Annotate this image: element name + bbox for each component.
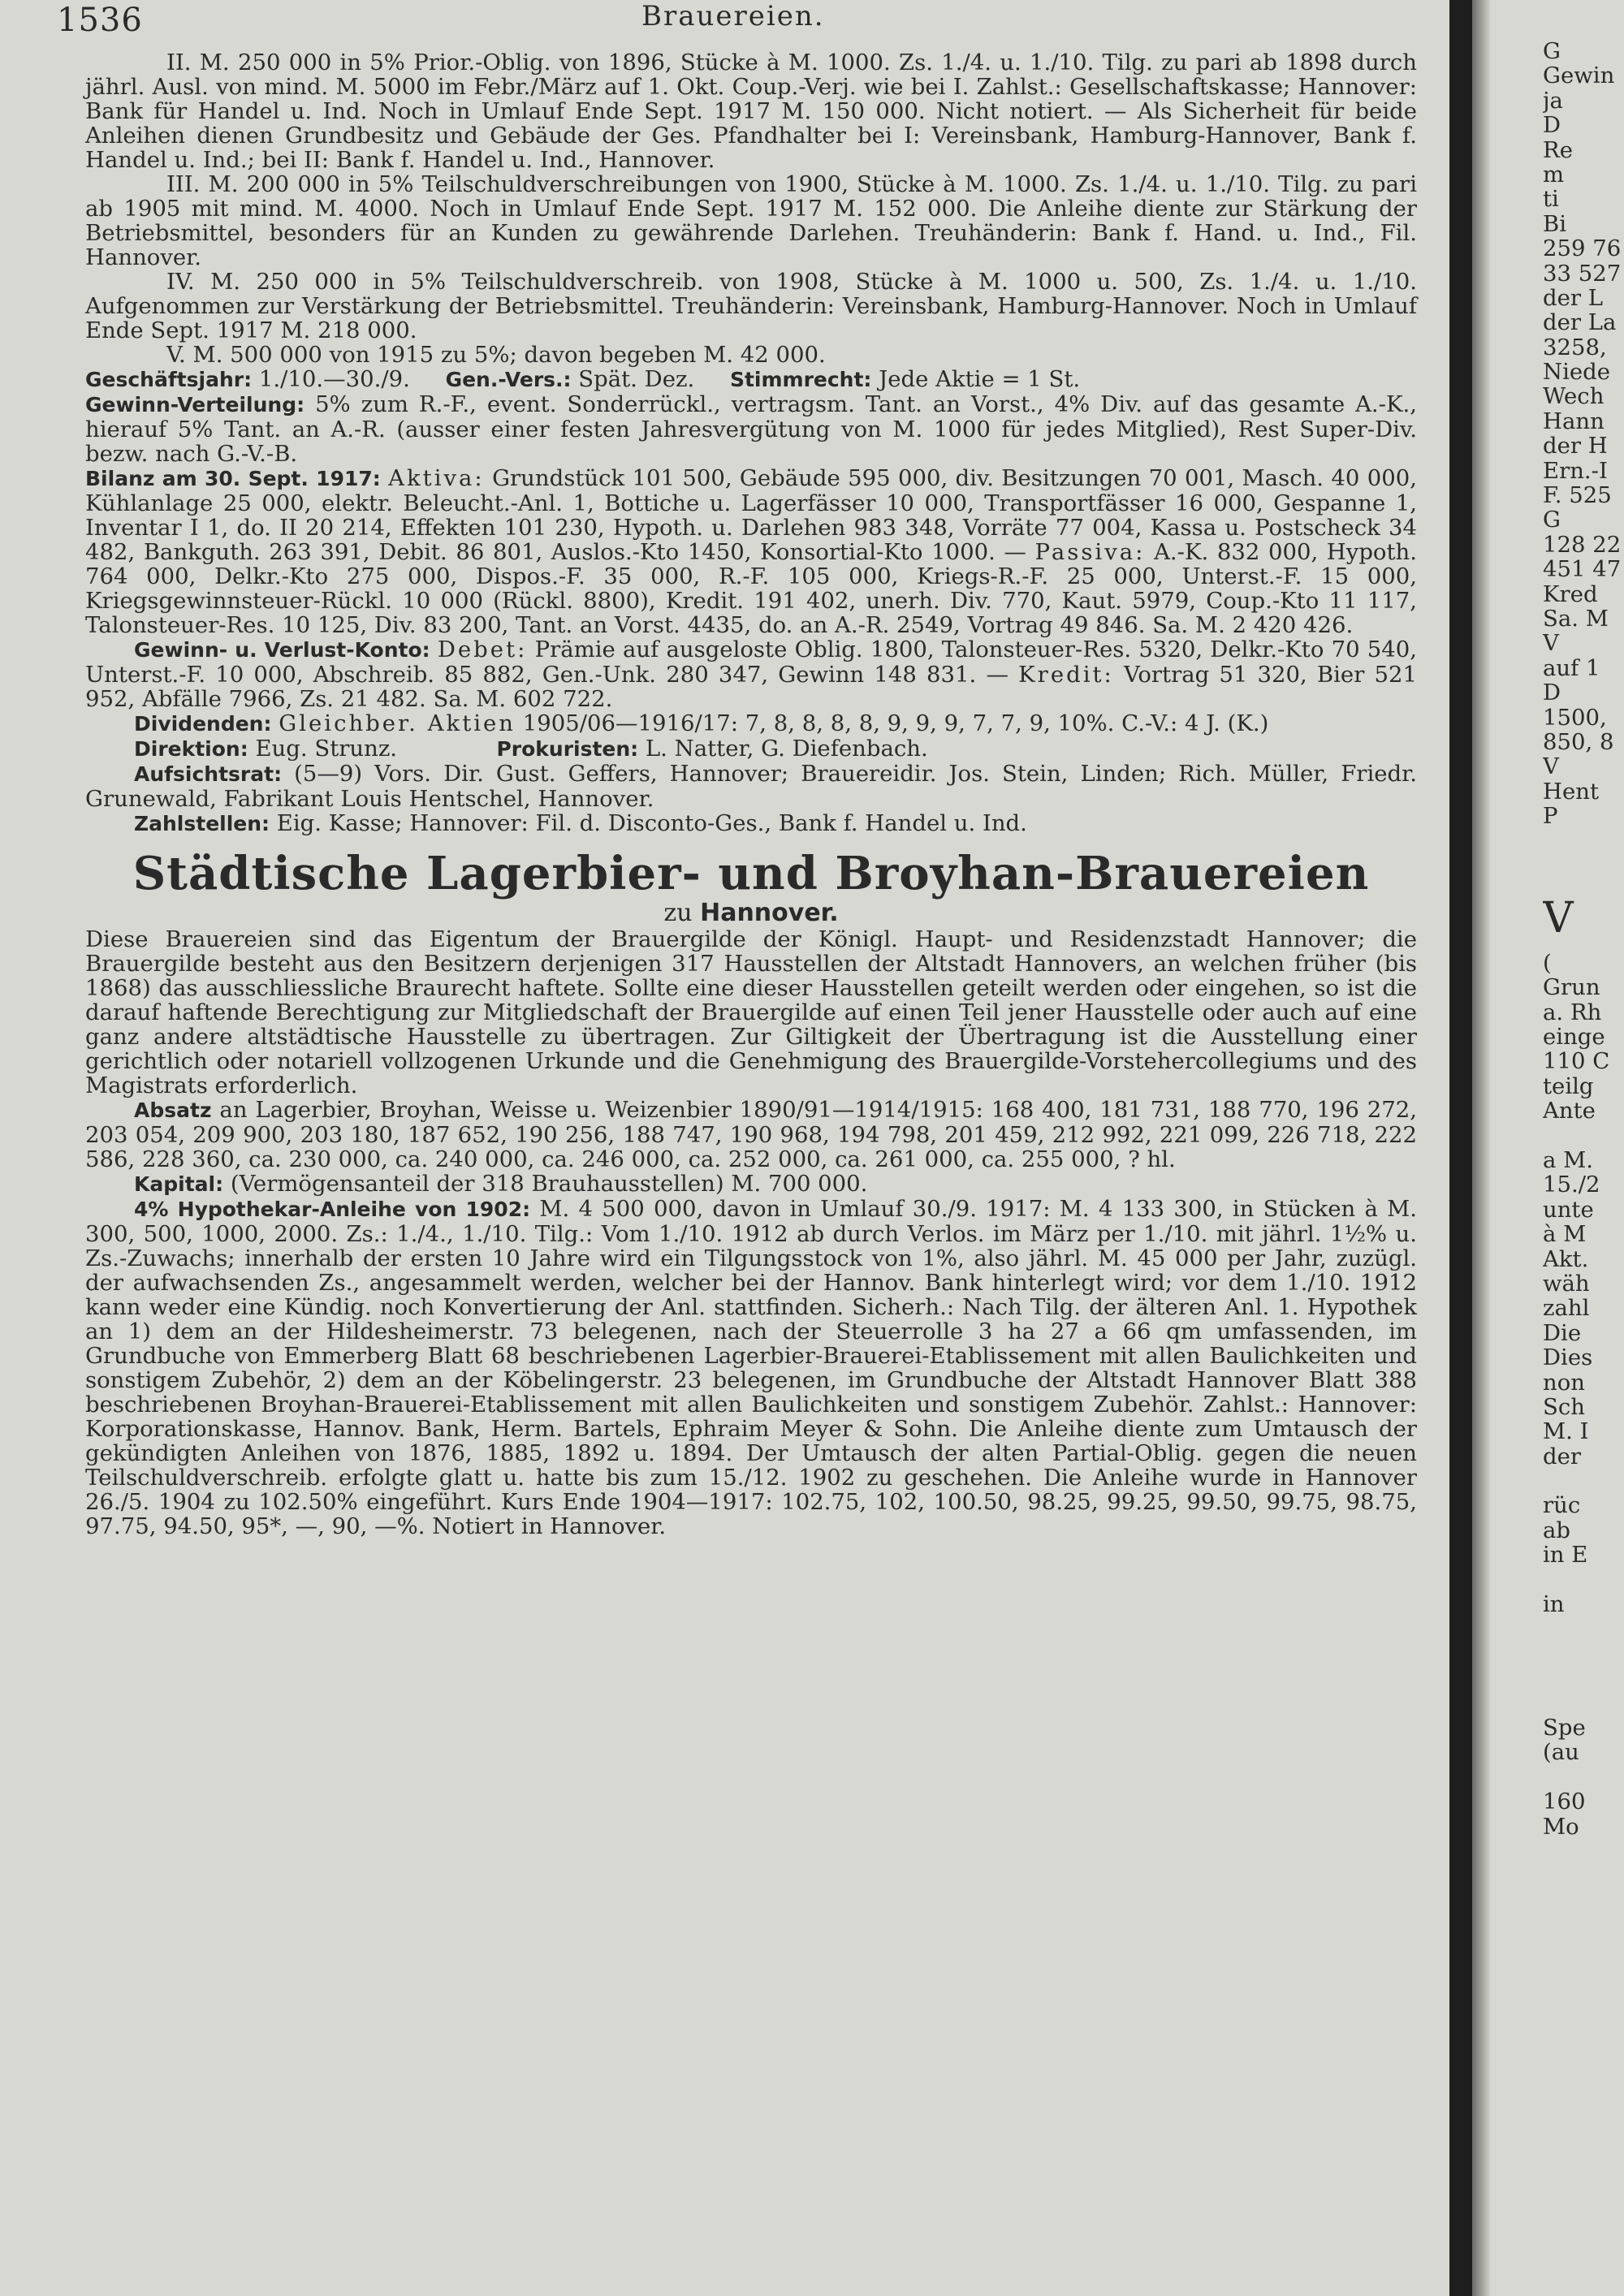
adjacent-line: V [1543,630,1559,657]
adjacent-line: 33 527 [1543,260,1622,287]
adjacent-line: F. 525 [1543,482,1612,509]
bond-iii-paragraph: III. M. 200 000 in 5% Teilschuldverschreibungen von 1900, Stücke à M. 1000. Zs. 1./4. u. 1./10. Tilg. zu pari ab 1905 mit mind. M. 4000. Noch in Umlauf Ende Sept. 1917 M. 152 000. Die Anleihe diente zur Stärkung der Betriebsmittel, besonders für an Kunden zu gewährende Darlehen. Treuhänderin: Bank f. Hand. u. Ind., Fil. Hannover. [85,171,1417,270]
dividenden-text: 1905/06—1916/17: 7, 8, 8, 8, 8, 9, 9, 9, 7, 7, 9, 10%. C.-V.: 4 J. (K.) [522,710,1269,736]
adjacent-line: ( [1543,949,1552,976]
adjacent-line: a. Rh [1543,999,1602,1025]
location-zu: zu [663,899,693,927]
running-header: Brauereien. [641,0,825,32]
guv-paragraph [85,637,1417,711]
adjacent-line: Re [1543,136,1573,163]
adjacent-line: Bi [1543,210,1567,237]
dividenden-spaced: Gleichber. Aktien [279,710,516,736]
bilanz-label: Bilanz am 30. Sept. 1917: [85,467,381,490]
adjacent-line: 1500, [1543,704,1607,731]
company-title: Städtische Lagerbier- und Broyhan-Brauereien [132,847,1370,900]
passiva-text: A.-K. 832 000, Hypoth. 764 000, Delkr.-Kto 275 000, Dispos.-F. 35 000, R.-F. 105 000, Kriegs-R.-F. 25 000, Unterst.-F. 15 000, Kriegsgewinnsteuer-Rückl. 10 000 (Rückl. 8800), Kredit. 191 402, unerh. Div. 770, Kaut. 5979, Coup.-Kto 11 117, Talonsteuer-Res. 10 125, Div. 83 200, Tant. an Vorst. 4435, do. an A.-R. 2549, Vortrag 49 846. Sa. M. 2 420 426. [85,539,1417,638]
aktiva-text: Grundstück 101 500, Gebäude 595 000, div. Besitzungen 70 001, Masch. 40 000, Kühlanlage 25 000, elektr. Beleucht.-Anl. 1, Bottiche u. Lagerfässer 10 000, Transportfässer 16 000, Gespanne 1, Inventar I 1, do. II 20 214, Effekten 101 230, Hypoth. u. Darlehen 983 348, Vorräte 77 004, Kassa u. Postscheck 34 482, Bankguth. 263 391, Debit. 86 801, Auslos.-Kto 1450, Konsortial-Kto 1000. — [85,465,1417,565]
adjacent-line: auf 1 [1543,654,1600,681]
stimmrecht-text: Jede Aktie = 1 St. [879,366,1081,392]
kapital-label: Kapital: [134,1172,224,1196]
adjacent-line [1543,1124,1624,1148]
prokuristen-text: L. Natter, G. Diefenbach. [645,736,928,762]
intro-paragraph: Diese Brauereien sind das Eigentum der Brauergilde der Königl. Haupt- und Residenzstadt Hannover; die Brauergilde besteht aus den Besitzern derjenigen 317 Hausstellen der Altstadt Hannovers, an welchen früher (bis 1868) das ausschliessliche Braurecht haftete. Sollte eine dieser Hausstellen geteilt werden oder eingehen, so ist die darauf haftende Berechtigung zur Mitgliedschaft der Brauergilde auf einen Teil jener Hausstelle oder auch auf eine ganz andere altstädtische Hausstelle zu übertragen. Zur Giltigkeit der Übertragung ist die Ausstellung einer gerichtlich oder notariell vollzogenen Urkunde und die Genehmigung des Brauergilde-Vorstehercollegiums und des Magistrats erforderlich. [85,926,1417,1098]
adjacent-line: G [1543,507,1561,533]
adjacent-line: P [1543,803,1558,830]
adjacent-line: 110 C [1543,1048,1610,1075]
page-number: 1536 [57,2,143,39]
adjacent-line: à M [1543,1221,1587,1248]
adjacent-line [1543,1642,1624,1666]
bond-iv-paragraph: IV. M. 250 000 in 5% Teilschuldverschreib. von 1908, Stücke à M. 1000 u. 500, Zs. 1./4. u. 1./10. Aufgenommen zur Verstärkung der Betriebsmittel. Treuhänderin: Vereinsbank, Hamburg-Hannover. Noch in Umlauf Ende Sept. 1917 M. 218 000. [85,269,1417,343]
adjacent-line: Hent [1543,778,1600,805]
company-location [85,900,1417,927]
direktion-paragraph [85,736,1417,762]
adjacent-line [1543,829,1624,853]
adjacent-line: Sch [1543,1393,1585,1420]
aufsichtsrat-paragraph [85,762,1417,811]
adjacent-line: Hann [1543,408,1605,434]
adjacent-line: Kred [1543,580,1598,607]
meeting-paragraph [85,367,1417,392]
adjacent-line: ab [1543,1517,1570,1543]
adjacent-line: D [1543,680,1561,706]
adjacent-line: rüc [1543,1492,1581,1519]
adjacent-line: Spe [1543,1715,1586,1741]
bilanz-paragraph [85,466,1417,637]
debet-text: Prämie auf ausgeloste Oblig. 1800, Talonsteuer-Res. 5320, Delkr.-Kto 70 540, Unterst.-F. 10 000, Abschreib. 85 882, Gen.-Unk. 280 347, Gewinn 148 831. — [85,637,1418,688]
aufsichtsrat-label: Aufsichtsrat: [134,762,283,786]
adjacent-line [1543,1765,1624,1789]
adjacent-line: unte [1543,1196,1594,1223]
adjacent-line: Akt. [1543,1245,1589,1272]
adjacent-line: 451 47 [1543,556,1622,583]
adjacent-line: Ern.-I [1543,457,1608,484]
adjacent-line: in [1543,1591,1565,1618]
adjacent-line [1543,1691,1624,1716]
aufsichtsrat-text: (5—9) Vors. Dir. Gust. Geffers, Hannover; Brauereidir. Jos. Stein, Linden; Rich. Müller, Friedr. Grunewald, Fabrikant Louis Hentschel, Hannover. [85,761,1417,812]
adjacent-line: 259 76 [1543,235,1622,262]
adjacent-line: ja [1543,87,1563,114]
absatz-label: Absatz [134,1098,212,1122]
adjacent-line [1543,1666,1624,1690]
adjacent-line: m [1543,161,1565,188]
adjacent-line: non [1543,1369,1585,1396]
adjacent-line: 15./2 [1543,1172,1600,1198]
adjacent-line: V [1543,893,1574,943]
adjacent-line: Grun [1543,974,1600,1001]
bond-v-paragraph: V. M. 500 000 von 1915 zu 5%; davon begeben M. 42 000. [166,342,826,368]
stimmrecht-label: Stimmrecht: [729,368,872,391]
gutter-shadow [1472,0,1490,2296]
adjacent-line: Gewin [1543,63,1615,89]
hypothek-label: 4% Hypothekar-Anleihe von 1902: [134,1198,531,1221]
adjacent-line: zahl [1543,1295,1590,1322]
adjacent-line [1543,1568,1624,1592]
adjacent-line: Dies [1543,1344,1593,1371]
direktion-label: Direktion: [134,737,248,761]
main-column [85,50,1417,1539]
genvers-text: Spät. Dez. [578,366,695,392]
adjacent-line: 850, 8 [1543,728,1614,755]
adjacent-line: Die [1543,1319,1582,1346]
adjacent-line: ti [1543,186,1559,213]
adjacent-line: der H [1543,433,1608,460]
hypothek-paragraph [85,1197,1417,1539]
adjacent-line: Ante [1543,1098,1596,1124]
adjacent-line: der [1543,1443,1582,1470]
zahlstellen-text: Eig. Kasse; Hannover: Fil. d. Disconto-Ges., Bank f. Handel u. Ind. [276,810,1027,836]
hypothek-text: M. 4 500 000, davon in Umlauf 30./9. 1917: M. 4 133 300, in Stücken à M. 300, 500, 1000, 2000. Zs.: 1./4., 1./10. Tilg.: Vom 1./10. 1912 ab durch Verlos. im März per 1./10. mit jährl. 1½% u. Zs.-Zuwachs; innerhalb der ersten 10 Jahre wird ein Tilgungsstock von 1%, also jährl. M. 45 000 per Jahr, zuzügl. der aufwachsenden Zs., angesammelt werden, welcher bei der Hannov. Bank hinterlegt wird; vor dem 1./10. 1912 kann weder eine Kündig. noch Konvertierung der Anl. stattfinden. Sicherh.: Nach Tilg. der älteren Anl. 1. Hypothek an 1) dem an der Hildesheimerstr. 73 belegenen, nach der Steuerrolle 3 ha 27 a 66 qm umfassenden, im Grundbuche von Emmerberg Blatt 68 beschriebenen Lagerbier-Brauerei-Etablissement mit allen Baulichkeiten und sonstigem Zubehör, 2) dem an der Köbelingerstr. 23 belegenen, im Grundbuche der Altstadt Hannover Blatt 388 beschriebenen Broyhan-Brauerei-Etablissement mit allen Baulichkeiten und sonstigem Zubehör. Zahlst.: Hannover: Korporationskasse, Hannov. Bank, Herm. Bartels, Ephraim Meyer & Sohn. Die Anleihe diente zum Umtausch der gekündigten Anleihen von 1876, 1885, 1892 u. 1894. Der Umtausch der alten Partial-Oblig. gegen die neuen Teilschuldverschreib. erfolgte glatt u. hatte bis zum 15./12. 1902 zu geschehen. Die Anleihe wurde in Hannover 26./5. 1904 zu 102.50% eingeführt. Kurs Ende 1904—1917: 102.75, 102, 100.50, 98.25, 99.25, 99.50, 99.75, 98.75, 97.75, 94.50, 95*, —, 90, —%. Notiert in Hannover. [85,1196,1417,1539]
absatz-paragraph [85,1098,1417,1172]
adjacent-line: D [1543,112,1561,139]
adjacent-page-fragment [1543,39,1624,1839]
adjacent-line: Wech [1543,383,1605,410]
zahlstellen-paragraph [85,811,1417,836]
geschaeftsjahr-text: 1./10.—30./9. [258,366,410,392]
adjacent-line: (au [1543,1739,1579,1766]
aktiva-label: Aktiva: [388,465,485,491]
adjacent-line: wäh [1543,1270,1590,1297]
adjacent-line: in E [1543,1542,1588,1569]
gewinn-text: 5% zum R.-F., event. Sonderrückl., vertragsm. Tant. an Vorst., 4% Div. auf das gesamte A.-K., hierauf 5% Tant. an A.-R. (ausser einer festen Jahresvergütung von M. 1000 für jedes Mitglied), Rest Super-Div. bezw. nach G.-V.-B. [85,391,1417,467]
adjacent-line: Sa. M [1543,605,1609,632]
genvers-label: Gen.-Vers.: [445,368,572,391]
kapital-text: (Vermögensanteil der 318 Brauhausstellen) M. 700 000. [230,1171,868,1197]
dividenden-label: Dividenden: [134,712,272,736]
adjacent-line: V [1543,753,1559,780]
adjacent-line [1543,1469,1624,1493]
adjacent-line: 3258, [1543,334,1607,360]
adjacent-line [1543,1616,1624,1641]
guv-label: Gewinn- u. Verlust-Konto: [134,638,430,662]
gewinn-paragraph [85,392,1417,466]
adjacent-line: M. I [1543,1418,1589,1445]
adjacent-line: 160 [1543,1789,1586,1815]
debet-label: Debet: [437,637,528,662]
geschaeftsjahr-label: Geschäftsjahr: [85,368,253,391]
kredit-label: Kredit: [1018,662,1114,688]
kredit-text: Vortrag 51 320, Bier 521 952, Abfälle 7966, Zs. 21 482. Sa. M. 602 722. [85,662,1418,712]
adjacent-line: Mo [1543,1813,1579,1839]
bond-ii-paragraph: II. M. 250 000 in 5% Prior.-Oblig. von 1896, Stücke à M. 1000. Zs. 1./4. u. 1./10. Tilg. zu pari ab 1898 durch jährl. Ausl. von mind. M. 5000 im Febr./März auf 1. Okt. Coup.-Verj. wie bei I. Zahlst.: Gesellschaftskasse; Hannover: Bank für Handel u. Ind. Noch in Umlauf Ende Sept. 1917 M. 150 000. Nicht notiert. — Als Sicherheit für beide Anleihen dienen Grundbesitz und Gebäude der Ges. Pfandhalter bei I: Vereinsbank, Hamburg-Hannover, Bank f. Handel u. Ind.; bei II: Bank f. Handel u. Ind., Hannover. [85,50,1417,173]
book-gutter [1449,0,1472,2296]
dividenden-paragraph [85,711,1417,736]
adjacent-line: der L [1543,284,1604,311]
kapital-paragraph [85,1172,1417,1197]
adjacent-line: 128 22 [1543,531,1622,558]
gewinn-label: Gewinn-Verteilung: [85,393,305,416]
direktion-text: Eug. Strunz. [255,736,398,762]
location-city: Hannover. [700,899,839,927]
adjacent-line: teilg [1543,1072,1594,1099]
adjacent-line: Niede [1543,359,1611,386]
adjacent-line: G [1543,39,1561,64]
zahlstellen-label: Zahlstellen: [134,812,270,835]
adjacent-line: einge [1543,1024,1605,1051]
prokuristen-label: Prokuristen: [496,737,639,761]
absatz-text: an Lagerbier, Broyhan, Weisse u. Weizenbier 1890/91—1914/1915: 168 400, 181 731, 188 770, 196 272, 203 054, 209 900, 203 180, 187 652, 190 256, 188 747, 190 968, 194 798, 201 459, 212 992, 221 099, 226 718, 222 586, 228 360, ca. 230 000, ca. 240 000, ca. 246 000, ca. 252 000, ca. 261 000, ca. 255 000, ? hl. [85,1097,1418,1172]
passiva-label: Passiva: [1034,539,1146,565]
adjacent-line: der La [1543,309,1617,336]
adjacent-line: a M. [1543,1147,1594,1174]
